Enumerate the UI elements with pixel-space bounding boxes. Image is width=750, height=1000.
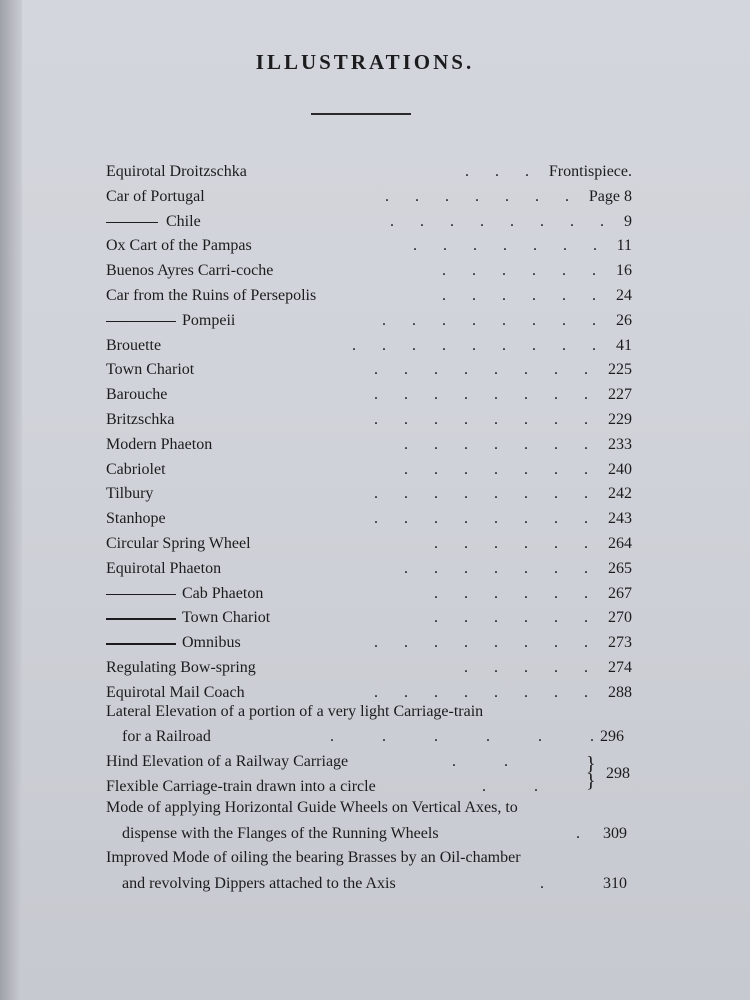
leader-dots: . . . . . . . .	[374, 683, 588, 701]
entry-page-number: 11	[616, 237, 632, 255]
entry-page-number: 233	[608, 435, 632, 453]
list-item	[106, 234, 632, 258]
list-item	[106, 482, 632, 506]
entry-lateral-line2: for a Railroad	[122, 728, 211, 745]
leader-dots: . . . . . .	[434, 609, 588, 627]
entry-flexible-dots: . .	[482, 778, 538, 795]
leader-dots: . . .	[465, 163, 529, 180]
entry-label: Equirotal Mail Coach	[106, 683, 245, 701]
list-item	[106, 284, 632, 308]
leader-dots: . . . . . . .	[404, 435, 588, 453]
entry-page-number: 41	[616, 336, 632, 354]
leader-dots: . . . . . . . .	[374, 361, 588, 379]
list-item	[106, 631, 632, 655]
leader-dots: . . . . . .	[434, 535, 588, 552]
entry-improved-line2: and revolving Dippers attached to the Axis	[122, 875, 396, 892]
entry-label: Pompeii	[182, 311, 236, 329]
entry-page-number: 265	[608, 559, 632, 577]
brace-bottom: }	[586, 770, 596, 792]
entry-label: Tilbury	[106, 485, 154, 503]
entry-flexible-train: Flexible Carriage-train drawn into a circle	[106, 778, 376, 795]
entry-hind-dots: . .	[452, 753, 508, 770]
entry-hind-flexible-page: 298	[606, 765, 630, 782]
entry-page-number: Page 8	[588, 187, 632, 205]
entry-label: Buenos Ayres Carri-coche	[106, 262, 274, 280]
entry-page-number: 16	[616, 262, 632, 280]
leader-dots: . . . . . . . .	[374, 411, 588, 428]
entry-improved-page: 310	[603, 875, 627, 892]
entry-page-number: 227	[608, 386, 632, 404]
entry-lateral-line1: Lateral Elevation of a portion of a very light Carriage-train	[106, 703, 484, 720]
entry-page-number: 243	[608, 510, 632, 528]
entry-page-number: 9	[624, 212, 632, 230]
entry-label: Equirotal Droitzschka	[106, 163, 247, 180]
list-item	[106, 433, 632, 457]
entry-label: Equirotal Phaeton	[106, 559, 222, 577]
entry-label: Chile	[166, 212, 201, 230]
entry-label: Ox Cart of the Pampas	[106, 237, 252, 255]
list-item	[106, 358, 632, 382]
entry-page-number: 264	[608, 535, 632, 552]
list-item	[106, 458, 632, 482]
ditto-dash	[106, 643, 176, 645]
entry-page-number: 24	[616, 287, 632, 304]
entry-label: Cab Phaeton	[182, 584, 264, 602]
list-item	[106, 656, 632, 680]
entry-page-number: 242	[608, 485, 632, 503]
list-item	[106, 557, 632, 581]
entry-label: Circular Spring Wheel	[106, 535, 251, 552]
entry-page-number: 267	[608, 584, 632, 602]
entry-page-number: 288	[608, 683, 632, 701]
ditto-dash	[106, 321, 176, 323]
leader-dots: . . . . . . .	[385, 187, 569, 205]
leader-dots: . . . . . . .	[404, 460, 588, 478]
ditto-dash	[106, 222, 158, 224]
entry-lateral-dots: . . . . . .	[330, 728, 594, 745]
title-rule	[311, 113, 411, 115]
leader-dots: . . . . . .	[442, 287, 596, 304]
list-item	[106, 185, 632, 209]
leader-dots: . . . . . . . .	[374, 386, 588, 404]
list-item	[106, 210, 632, 234]
leader-dots: . . . . . . . .	[374, 634, 588, 652]
leader-dots: . . . . . . . .	[374, 510, 588, 528]
ditto-dash	[106, 618, 176, 620]
entry-mode-dot: .	[576, 825, 580, 842]
leader-dots: . . . . . . . .	[390, 212, 604, 230]
leader-dots: . . . . . . . .	[382, 311, 596, 329]
list-item	[106, 606, 632, 630]
list-item	[106, 507, 632, 531]
list-item	[106, 383, 632, 407]
entry-label: Brouette	[106, 336, 162, 354]
entry-label: Regulating Bow-spring	[106, 659, 256, 676]
leader-dots: . . . . .	[464, 659, 588, 676]
entry-page-number: Frontispiece.	[548, 163, 632, 180]
list-item	[106, 309, 632, 333]
entry-label: Stanhope	[106, 510, 166, 528]
entry-label: Omnibus	[182, 634, 241, 652]
leader-dots: . . . . . .	[434, 584, 588, 602]
leader-dots: . . . . . . .	[413, 237, 597, 255]
list-item	[106, 408, 632, 432]
entry-page-number: 240	[608, 460, 632, 478]
entry-page-number: 229	[608, 411, 632, 428]
leader-dots: . . . . . . . .	[374, 485, 588, 503]
entry-label: Town Chariot	[182, 609, 271, 627]
entry-label: Modern Phaeton	[106, 435, 213, 453]
page-title: ILLUSTRATIONS.	[255, 50, 475, 74]
entry-label: Cabriolet	[106, 460, 166, 478]
leader-dots: . . . . . . . . .	[352, 336, 596, 354]
entry-page-number: 270	[608, 609, 632, 627]
entry-page-number: 26	[616, 311, 632, 329]
list-item	[106, 582, 632, 606]
entry-mode-line2: dispense with the Flanges of the Running Wheels	[122, 825, 439, 842]
list-item	[106, 160, 632, 184]
ditto-dash	[106, 594, 176, 596]
list-item	[106, 259, 632, 283]
entry-label: Britzschka	[106, 411, 175, 428]
entry-page-number: 225	[608, 361, 632, 379]
entry-label: Town Chariot	[106, 361, 195, 379]
entry-improved-line1: Improved Mode of oiling the bearing Brasses by an Oil-chamber	[106, 849, 521, 866]
page-gutter	[0, 0, 22, 1000]
entry-mode-line1: Mode of applying Horizontal Guide Wheels on Vertical Axes, to	[106, 799, 518, 816]
entry-lateral-page: 296	[600, 728, 624, 745]
leader-dots: . . . . . .	[442, 262, 596, 280]
entry-improved-dot: .	[540, 875, 544, 892]
entry-label: Car from the Ruins of Persepolis	[106, 287, 317, 304]
leader-dots: . . . . . . .	[404, 559, 588, 577]
entry-page-number: 273	[608, 634, 632, 652]
brace-top: }	[586, 753, 596, 775]
list-item	[106, 532, 632, 556]
entry-label: Car of Portugal	[106, 187, 205, 205]
list-item	[106, 334, 632, 358]
entry-page-number: 274	[608, 659, 632, 676]
entry-mode-page: 309	[603, 825, 627, 842]
entry-hind-elevation: Hind Elevation of a Railway Carriage	[106, 753, 349, 770]
entry-label: Barouche	[106, 386, 168, 404]
